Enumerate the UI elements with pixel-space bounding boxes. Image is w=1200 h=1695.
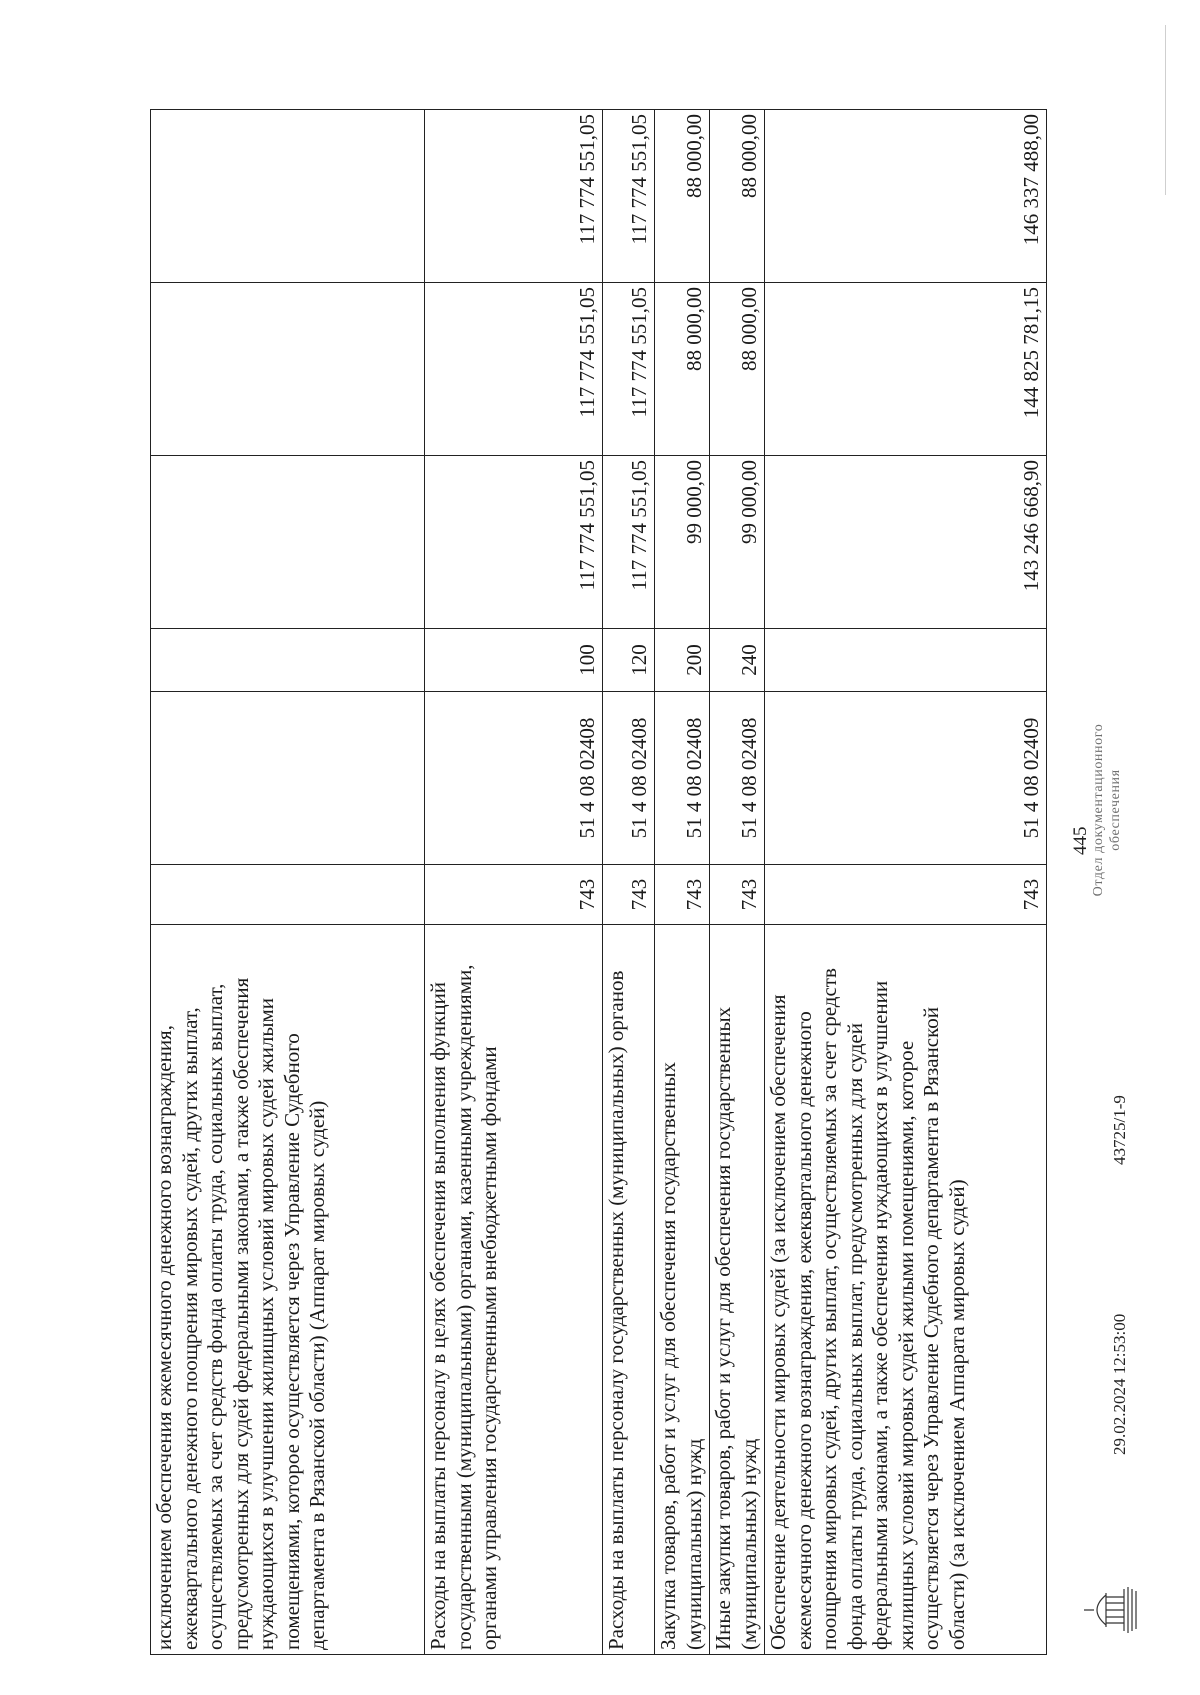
table-row bbox=[603, 110, 655, 1655]
expense-type-code bbox=[151, 629, 425, 692]
amount-year-2: 117 774 551,05 bbox=[603, 283, 655, 456]
amount-year-1: 99 000,00 bbox=[710, 456, 765, 629]
row-description: Расходы на выплаты персоналу государственных (муниципальных) органов bbox=[603, 925, 655, 1655]
amount-year-3: 117 774 551,05 bbox=[425, 110, 603, 283]
grbs-code: 743 bbox=[603, 865, 655, 925]
amount-year-3: 117 774 551,05 bbox=[603, 110, 655, 283]
amount-year-1: 117 774 551,05 bbox=[425, 456, 603, 629]
table-row bbox=[425, 110, 603, 1655]
expense-type-code: 120 bbox=[603, 629, 655, 692]
target-article-code: 51 4 08 02409 bbox=[765, 692, 1047, 865]
row-description: Иные закупки товаров, работ и услуг для обеспечения государственных (муниципальных) нужд bbox=[710, 925, 765, 1655]
target-article-code bbox=[151, 692, 425, 865]
row-description: исключением обеспечения ежемесячного денежного вознаграждения, ежеквартального денежного поощрения мировых судей, других выплат, осуществляемых за счет средств фонда оплаты труда, социальных выплат, предусмотренных для судей федеральными законами, а также обеспечения нуждающихся в улучшении жилищных условий мировых судей жилыми помещениями, которое осуществляется через Управление Судебного департамента в Рязанской области) (Аппарат мировых судей) bbox=[151, 925, 425, 1655]
amount-year-2: 117 774 551,05 bbox=[425, 283, 603, 456]
grbs-code bbox=[151, 865, 425, 925]
amount-year-1: 143 246 668,90 bbox=[765, 456, 1047, 629]
grbs-code: 743 bbox=[710, 865, 765, 925]
table-row bbox=[151, 110, 425, 1655]
grbs-code: 743 bbox=[425, 865, 603, 925]
amount-year-1 bbox=[151, 456, 425, 629]
amount-year-2: 88 000,00 bbox=[710, 283, 765, 456]
amount-year-2: 144 825 781,15 bbox=[765, 283, 1047, 456]
amount-year-3: 146 337 488,00 bbox=[765, 110, 1047, 283]
registration-stamp: Отдел документационного обеспечения bbox=[1091, 723, 1123, 897]
target-article-code: 51 4 08 02408 bbox=[655, 692, 710, 865]
row-description: Закупка товаров, работ и услуг для обеспечения государственных (муниципальных) нужд bbox=[655, 925, 710, 1655]
amount-year-3: 88 000,00 bbox=[655, 110, 710, 283]
footer-doc-number: 43725/1-9 bbox=[1110, 1095, 1129, 1165]
amount-year-1: 99 000,00 bbox=[655, 456, 710, 629]
row-description: Расходы на выплаты персоналу в целях обеспечения выполнения функций государственными (муниципальными) органами, казенными учреждениями, органами управления государственными внебюджетными фондами bbox=[425, 925, 603, 1655]
amount-year-1: 117 774 551,05 bbox=[603, 456, 655, 629]
target-article-code: 51 4 08 02408 bbox=[603, 692, 655, 865]
grbs-code: 743 bbox=[655, 865, 710, 925]
scan-edge-line bbox=[1165, 25, 1166, 195]
expense-type-code: 240 bbox=[710, 629, 765, 692]
target-article-code: 51 4 08 02408 bbox=[425, 692, 603, 865]
target-article-code: 51 4 08 02408 bbox=[710, 692, 765, 865]
table-row bbox=[710, 110, 765, 1655]
amount-year-2: 88 000,00 bbox=[655, 283, 710, 456]
page-number: 445 bbox=[1070, 826, 1091, 855]
expense-type-code bbox=[765, 629, 1047, 692]
expense-type-code: 100 bbox=[425, 629, 603, 692]
table-row bbox=[655, 110, 710, 1655]
amount-year-3 bbox=[151, 110, 425, 283]
row-description: Обеспечение деятельности мировых судей (за исключением обеспечения ежемесячного денежного вознаграждения, ежеквартального денежного поощрения мировых судей, других выплат, осуществляемых за счет средств фонда оплаты труда, социальных выплат, предусмотренных для судей федеральными законами, а также обеспечения нуждающихся в улучшении жилищных условий мировых судей жилыми помещениями, которое осуществляется через Управление Судебного департамента в Рязанской области) (за исключением Аппарата мировых судей) bbox=[765, 925, 1047, 1655]
amount-year-2 bbox=[151, 283, 425, 456]
footer-datetime: 29.02.2024 12:53:00 bbox=[1110, 1313, 1129, 1455]
budget-table bbox=[150, 109, 1047, 1655]
grbs-code: 743 bbox=[765, 865, 1047, 925]
amount-year-3: 88 000,00 bbox=[710, 110, 765, 283]
duma-building-logo-icon bbox=[1082, 1585, 1140, 1635]
table-row bbox=[765, 110, 1047, 1655]
expense-type-code: 200 bbox=[655, 629, 710, 692]
